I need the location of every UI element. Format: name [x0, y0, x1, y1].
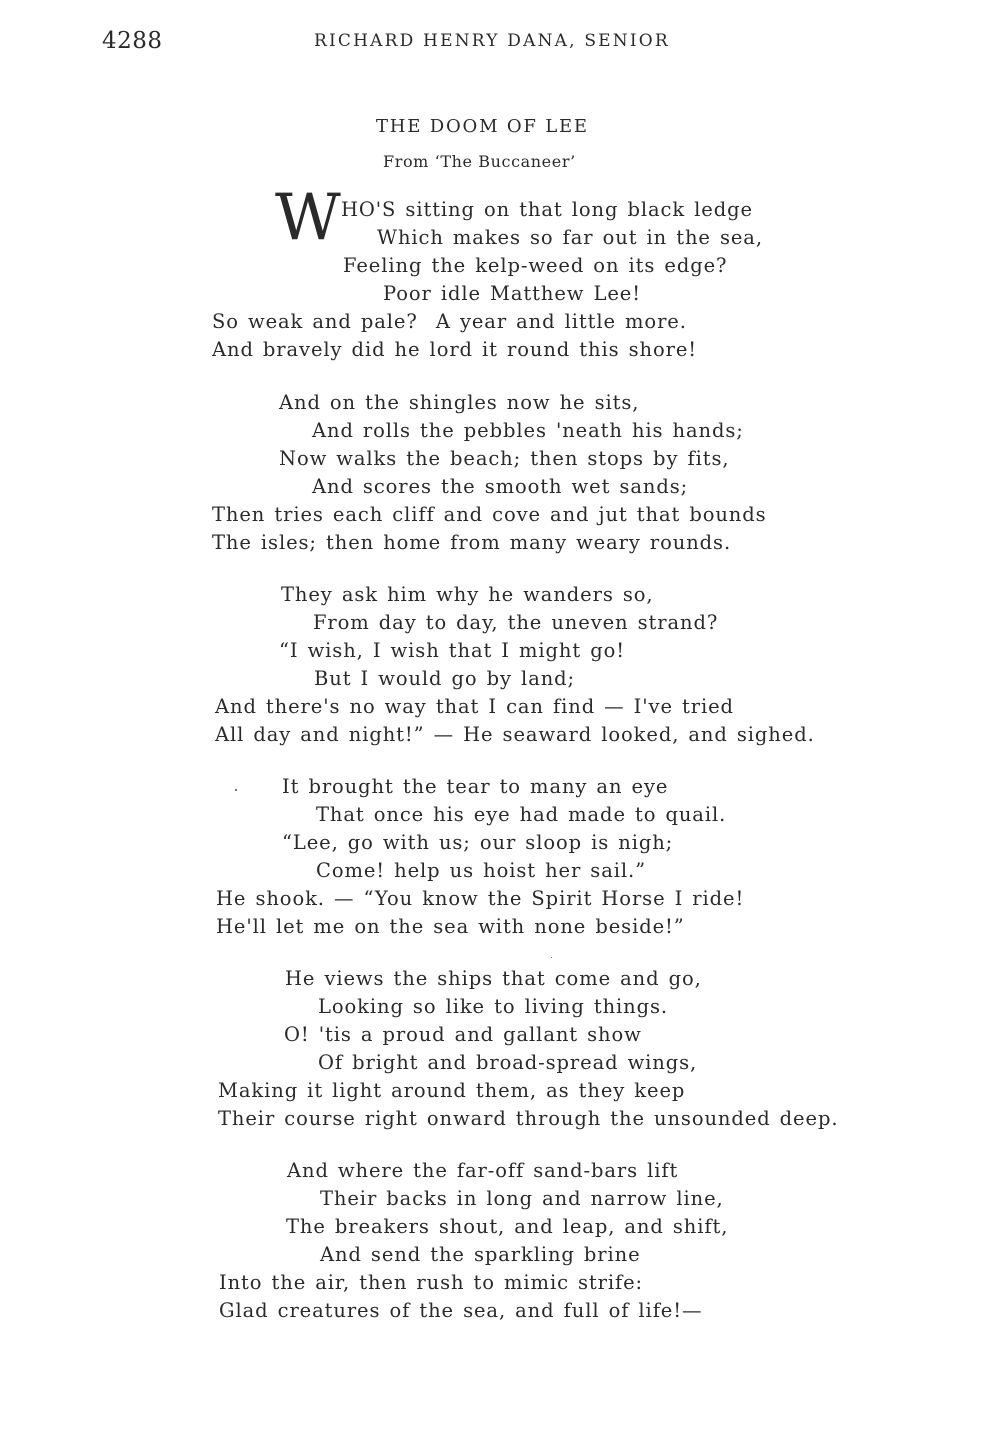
page-number: 4288: [102, 28, 163, 54]
poem-line: He views the ships that come and go,: [285, 967, 702, 990]
poem-line: It brought the tear to many an eye: [282, 775, 669, 798]
poem-line: “Lee, go with us; our sloop is nigh;: [282, 831, 674, 854]
poem-line: Then tries each cliff and cove and jut that bounds: [212, 503, 767, 526]
poem-line: Making it light around them, as they keep: [218, 1079, 686, 1102]
poem-line: And rolls the pebbles 'neath his hands;: [312, 419, 744, 442]
poem-line: Feeling the kelp-weed on its edge?: [343, 254, 728, 277]
poem-line: He'll let me on the sea with none beside!”: [216, 915, 685, 938]
poem-line: That once his eye had made to quail.: [316, 803, 727, 826]
poem-line: Their backs in long and narrow line,: [320, 1187, 724, 1210]
poem-line: HO'S sitting on that long black ledge: [341, 198, 753, 221]
poem-line: And scores the smooth wet sands;: [312, 475, 689, 498]
poem-line: And there's no way that I can find — I've tried: [215, 695, 734, 718]
poem-line: And bravely did he lord it round this shore!: [212, 338, 698, 361]
poem-line: From day to day, the uneven strand?: [313, 611, 719, 634]
poem-line: Poor idle Matthew Lee!: [383, 282, 641, 305]
poem-line: He shook. — “You know the Spirit Horse I ride!: [216, 887, 745, 910]
poem-line: The isles; then home from many weary rounds.: [212, 531, 732, 554]
poem-line: Come! help us hoist her sail.”: [316, 859, 646, 882]
poem-line: Their course right onward through the unsounded deep.: [218, 1107, 839, 1130]
poem-line: Of bright and broad-spread wings,: [318, 1051, 698, 1074]
poem-line: Looking so like to living things.: [318, 995, 669, 1018]
poem-line: Now walks the beach; then stops by fits,: [279, 447, 730, 470]
poem-line: So weak and pale? A year and little more.: [212, 310, 687, 333]
poem-line: “I wish, I wish that I might go!: [279, 639, 625, 662]
poem-subtitle: From ‘The Buccaneer’: [383, 152, 576, 171]
poem-line: And send the sparkling brine: [320, 1243, 641, 1266]
poem-line: And where the far-off sand-bars lift: [287, 1159, 679, 1182]
poem-line: All day and night!” — He seaward looked, and sighed.: [215, 723, 815, 746]
stray-mark: [235, 789, 237, 791]
poem-line: Glad creatures of the sea, and full of life!—: [219, 1299, 703, 1322]
stray-mark: [551, 957, 552, 958]
poem-title: THE DOOM OF LEE: [376, 116, 589, 137]
poem-line: But I would go by land;: [314, 667, 576, 690]
poem-line: The breakers shout, and leap, and shift,: [286, 1215, 729, 1238]
poem-line: O! 'tis a proud and gallant show: [284, 1023, 642, 1046]
drop-cap: W: [275, 181, 341, 255]
poem-line: And on the shingles now he sits,: [279, 391, 640, 414]
running-head: RICHARD HENRY DANA, SENIOR: [314, 31, 670, 51]
poem-line: They ask him why he wanders so,: [281, 583, 654, 606]
poem-line: Which makes so far out in the sea,: [377, 226, 763, 249]
poem-line: Into the air, then rush to mimic strife:: [219, 1271, 644, 1294]
